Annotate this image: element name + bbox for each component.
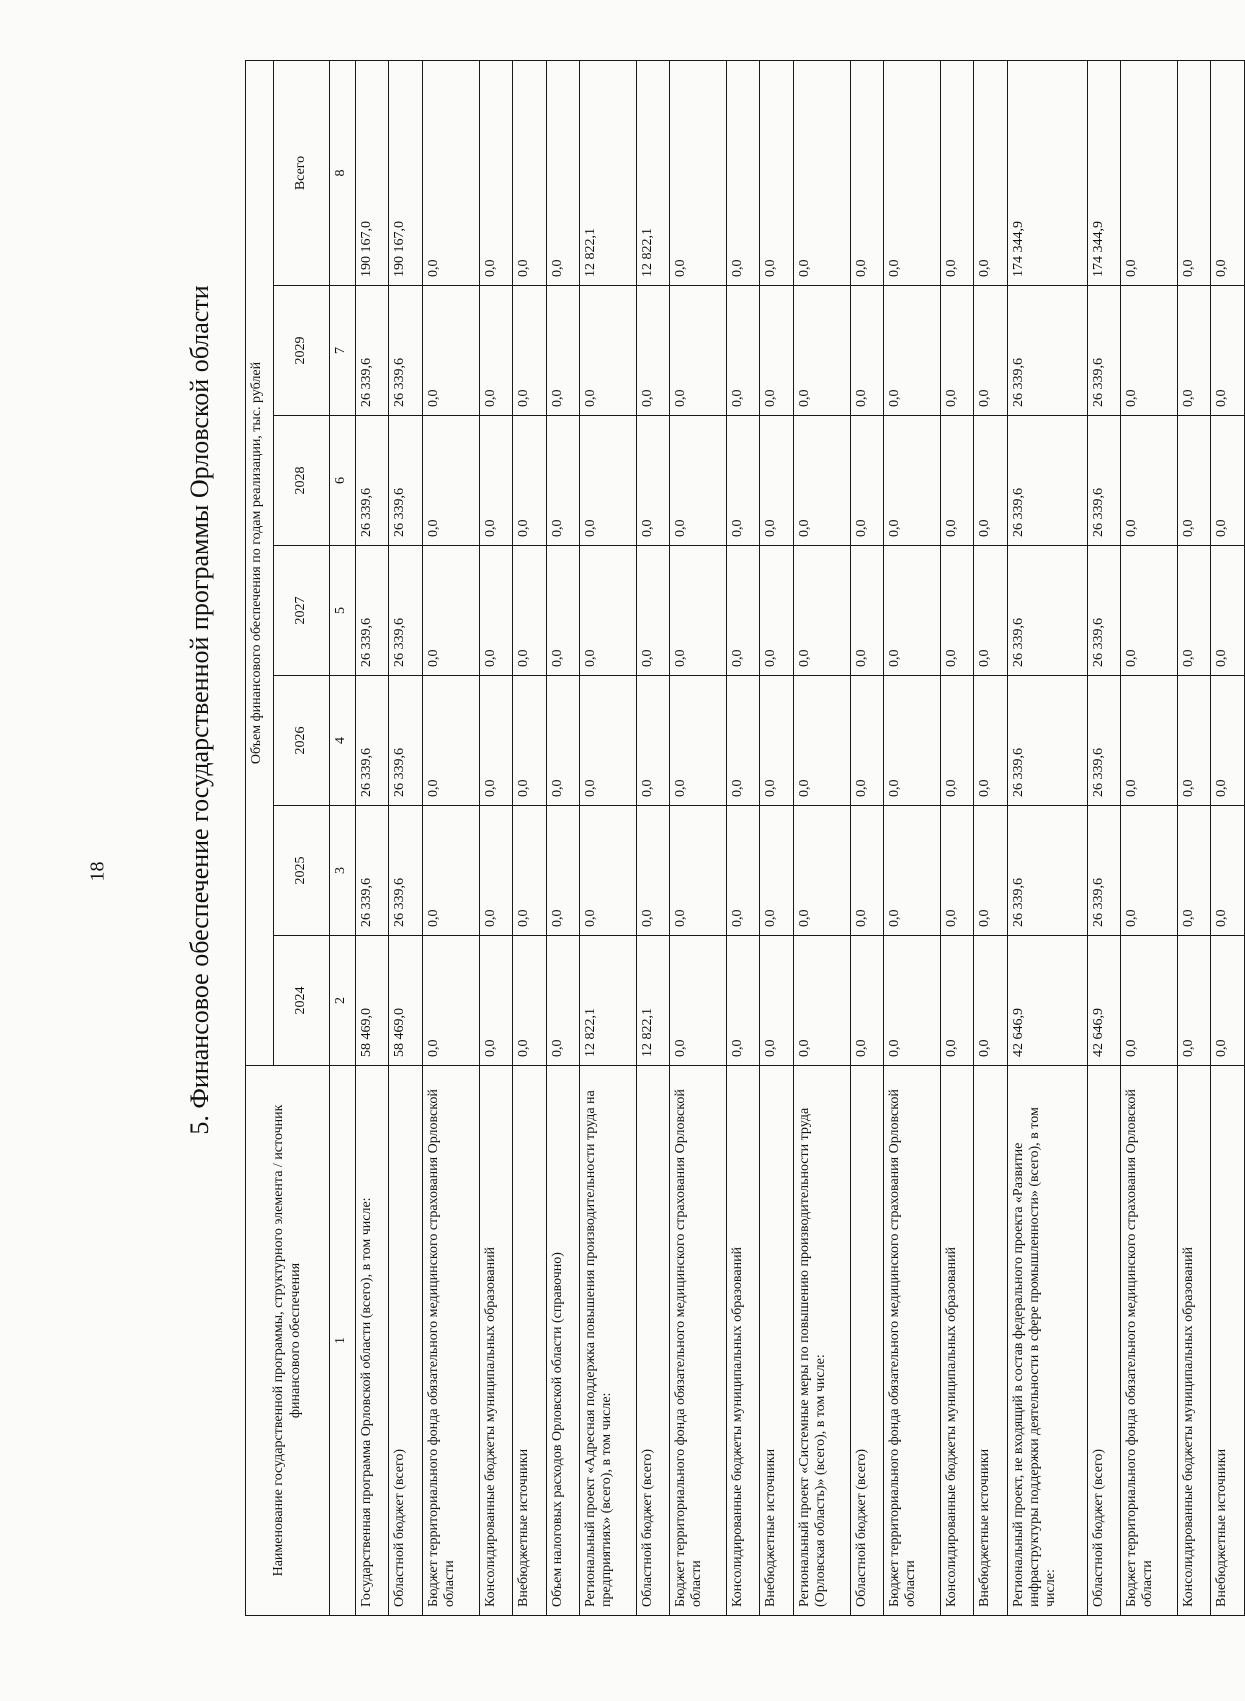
- year-value-cell: 0,0: [422, 546, 479, 676]
- total-value-cell: 0,0: [850, 60, 883, 285]
- year-value-cell: 0,0: [974, 676, 1007, 806]
- year-value-cell: 0,0: [422, 936, 479, 1066]
- year-value-cell: 0,0: [883, 286, 940, 416]
- year-value-cell: 0,0: [726, 546, 759, 676]
- table-row: [479, 60, 512, 1615]
- year-value-cell: 58 469,0: [389, 936, 422, 1066]
- year-header: 2024: [274, 936, 330, 1066]
- total-value-cell: 0,0: [670, 60, 727, 285]
- table-rotation-wrapper: [245, 61, 1245, 1616]
- year-value-cell: 0,0: [974, 936, 1007, 1066]
- row-name-cell: Консолидированные бюджеты муниципальных образований: [726, 1066, 759, 1616]
- year-value-cell: 58 469,0: [356, 936, 389, 1066]
- total-value-cell: 190 167,0: [356, 60, 389, 285]
- year-value-cell: 0,0: [1177, 806, 1210, 936]
- year-value-cell: 0,0: [636, 286, 669, 416]
- row-name-cell: Бюджет территориального фонда обязательного медицинского страхования Орловской области: [1121, 1066, 1178, 1616]
- table-row: [636, 60, 669, 1615]
- total-header: Всего: [274, 60, 330, 285]
- year-value-cell: 0,0: [850, 936, 883, 1066]
- table-row: [422, 60, 479, 1615]
- year-value-cell: 26 339,6: [389, 286, 422, 416]
- year-value-cell: 0,0: [726, 416, 759, 546]
- row-name-cell: Объем налоговых расходов Орловской области (справочно): [546, 1066, 579, 1616]
- total-value-cell: 0,0: [940, 60, 973, 285]
- year-value-cell: 0,0: [579, 416, 636, 546]
- year-value-cell: 0,0: [670, 806, 727, 936]
- year-header: 2025: [274, 806, 330, 936]
- year-value-cell: 0,0: [579, 676, 636, 806]
- total-value-cell: 0,0: [883, 60, 940, 285]
- row-name-cell: Внебюджетные источники: [974, 1066, 1007, 1616]
- table-row: [513, 60, 546, 1615]
- year-value-cell: 0,0: [513, 936, 546, 1066]
- year-value-cell: 0,0: [546, 416, 579, 546]
- table-row: [670, 60, 727, 1615]
- year-value-cell: 0,0: [793, 936, 850, 1066]
- row-name-cell: Региональный проект «Системные меры по повышению производительности труда (Орловская область)» (всего), в том числе:: [793, 1066, 850, 1616]
- year-value-cell: 0,0: [670, 676, 727, 806]
- column-number: 1: [330, 1066, 356, 1616]
- year-value-cell: 0,0: [1177, 936, 1210, 1066]
- year-value-cell: 0,0: [974, 806, 1007, 936]
- row-name-cell: Областной бюджет (всего): [1087, 1066, 1120, 1616]
- year-value-cell: 0,0: [760, 286, 793, 416]
- document-title: 5. Финансовое обеспечение государственной программы Орловской области: [185, 285, 214, 1135]
- year-value-cell: 0,0: [1211, 546, 1245, 676]
- year-value-cell: 0,0: [422, 286, 479, 416]
- year-value-cell: 26 339,6: [1007, 416, 1087, 546]
- year-value-cell: 42 646,9: [1007, 936, 1087, 1066]
- year-value-cell: 26 339,6: [356, 806, 389, 936]
- year-value-cell: 0,0: [883, 416, 940, 546]
- year-header: 2026: [274, 676, 330, 806]
- year-value-cell: 0,0: [670, 416, 727, 546]
- column-number-row: [330, 60, 356, 1615]
- table-row: [974, 60, 1007, 1615]
- year-value-cell: 0,0: [1121, 676, 1178, 806]
- row-name-cell: Бюджет территориального фонда обязательного медицинского страхования Орловской области: [670, 1066, 727, 1616]
- year-value-cell: 0,0: [940, 416, 973, 546]
- year-value-cell: 0,0: [850, 286, 883, 416]
- column-number: 2: [330, 936, 356, 1066]
- year-value-cell: 0,0: [513, 546, 546, 676]
- year-value-cell: 0,0: [1121, 936, 1178, 1066]
- year-value-cell: 0,0: [726, 806, 759, 936]
- table-row: [1087, 60, 1120, 1615]
- year-value-cell: 0,0: [760, 416, 793, 546]
- row-name-cell: Консолидированные бюджеты муниципальных образований: [940, 1066, 973, 1616]
- total-value-cell: 0,0: [793, 60, 850, 285]
- year-value-cell: 26 339,6: [1007, 286, 1087, 416]
- year-value-cell: 0,0: [1121, 806, 1178, 936]
- table-row: [579, 60, 636, 1615]
- year-value-cell: 0,0: [422, 676, 479, 806]
- table-row: [850, 60, 883, 1615]
- year-header: 2028: [274, 416, 330, 546]
- row-name-cell: Консолидированные бюджеты муниципальных образований: [1177, 1066, 1210, 1616]
- year-value-cell: 0,0: [726, 286, 759, 416]
- year-value-cell: 26 339,6: [1087, 286, 1120, 416]
- row-name-cell: Государственная программа Орловской области (всего), в том числе:: [356, 1066, 389, 1616]
- total-value-cell: 0,0: [1177, 60, 1210, 285]
- row-name-cell: Консолидированные бюджеты муниципальных образований: [479, 1066, 512, 1616]
- year-value-cell: 0,0: [1177, 286, 1210, 416]
- year-value-cell: 0,0: [479, 676, 512, 806]
- total-value-cell: 0,0: [974, 60, 1007, 285]
- year-value-cell: 0,0: [793, 546, 850, 676]
- year-value-cell: 26 339,6: [389, 546, 422, 676]
- year-value-cell: 0,0: [1211, 806, 1245, 936]
- total-value-cell: 0,0: [513, 60, 546, 285]
- year-value-cell: 0,0: [850, 806, 883, 936]
- row-name-cell: Внебюджетные источники: [1211, 1066, 1245, 1616]
- year-value-cell: 0,0: [793, 806, 850, 936]
- year-value-cell: 26 339,6: [1087, 676, 1120, 806]
- year-value-cell: 0,0: [546, 546, 579, 676]
- year-value-cell: 0,0: [546, 286, 579, 416]
- year-value-cell: 0,0: [793, 286, 850, 416]
- year-value-cell: 26 339,6: [1087, 806, 1120, 936]
- year-value-cell: 0,0: [1121, 416, 1178, 546]
- year-value-cell: 0,0: [883, 546, 940, 676]
- year-value-cell: 0,0: [670, 546, 727, 676]
- year-value-cell: 0,0: [513, 286, 546, 416]
- year-value-cell: 0,0: [479, 546, 512, 676]
- year-value-cell: 0,0: [760, 806, 793, 936]
- table-row: [760, 60, 793, 1615]
- total-value-cell: 174 344,9: [1087, 60, 1120, 285]
- year-value-cell: 0,0: [940, 936, 973, 1066]
- table-row: [883, 60, 940, 1615]
- year-value-cell: 0,0: [1211, 286, 1245, 416]
- table-row: [356, 60, 389, 1615]
- year-value-cell: 0,0: [1177, 546, 1210, 676]
- year-value-cell: 26 339,6: [356, 676, 389, 806]
- total-value-cell: 12 822,1: [579, 60, 636, 285]
- year-value-cell: 0,0: [422, 416, 479, 546]
- year-value-cell: 0,0: [974, 416, 1007, 546]
- year-value-cell: 26 339,6: [389, 806, 422, 936]
- year-value-cell: 0,0: [850, 416, 883, 546]
- year-value-cell: 0,0: [793, 416, 850, 546]
- year-value-cell: 26 339,6: [1087, 416, 1120, 546]
- year-value-cell: 26 339,6: [1007, 546, 1087, 676]
- table-row: [726, 60, 759, 1615]
- financing-table: [245, 60, 1245, 1616]
- year-value-cell: 0,0: [579, 546, 636, 676]
- table-body: [356, 60, 1245, 1615]
- total-value-cell: 0,0: [479, 60, 512, 285]
- row-name-cell: Бюджет территориального фонда обязательного медицинского страхования Орловской области: [422, 1066, 479, 1616]
- year-value-cell: 0,0: [940, 676, 973, 806]
- year-value-cell: 0,0: [1177, 416, 1210, 546]
- year-value-cell: 26 339,6: [1007, 676, 1087, 806]
- year-value-cell: 12 822,1: [579, 936, 636, 1066]
- column-number: 8: [330, 60, 356, 285]
- year-value-cell: 0,0: [1177, 676, 1210, 806]
- year-value-cell: 26 339,6: [1087, 546, 1120, 676]
- table-row: [940, 60, 973, 1615]
- financing-group-header: Объем финансового обеспечения по годам реализации, тыс. рублей: [246, 60, 274, 1065]
- column-number: 6: [330, 416, 356, 546]
- year-value-cell: 0,0: [760, 546, 793, 676]
- year-value-cell: 26 339,6: [356, 546, 389, 676]
- year-value-cell: 0,0: [579, 806, 636, 936]
- year-value-cell: 0,0: [546, 806, 579, 936]
- total-value-cell: 190 167,0: [389, 60, 422, 285]
- row-name-cell: Областной бюджет (всего): [636, 1066, 669, 1616]
- total-value-cell: 174 344,9: [1007, 60, 1087, 285]
- table-row: [546, 60, 579, 1615]
- year-value-cell: 0,0: [883, 676, 940, 806]
- total-value-cell: 0,0: [422, 60, 479, 285]
- year-value-cell: 26 339,6: [356, 286, 389, 416]
- year-value-cell: 0,0: [940, 546, 973, 676]
- column-number: 4: [330, 676, 356, 806]
- year-value-cell: 0,0: [974, 546, 1007, 676]
- year-value-cell: 0,0: [546, 936, 579, 1066]
- row-name-cell: Региональный проект «Адресная поддержка повышения производительности труда на предприятиях» (всего), в том числе:: [579, 1066, 636, 1616]
- year-value-cell: 0,0: [940, 806, 973, 936]
- year-value-cell: 0,0: [883, 806, 940, 936]
- table-row: [389, 60, 422, 1615]
- row-name-cell: Внебюджетные источники: [760, 1066, 793, 1616]
- total-value-cell: 0,0: [726, 60, 759, 285]
- year-value-cell: 0,0: [850, 546, 883, 676]
- year-value-cell: 0,0: [513, 676, 546, 806]
- year-value-cell: 0,0: [479, 286, 512, 416]
- year-value-cell: 0,0: [636, 546, 669, 676]
- row-name-cell: Областной бюджет (всего): [389, 1066, 422, 1616]
- year-value-cell: 0,0: [670, 936, 727, 1066]
- table-row: [1121, 60, 1178, 1615]
- row-name-cell: Региональный проект, не входящий в состав федерального проекта «Развитие инфраструктуры поддержки деятельности в сфере промышленности» (всего), в том числе:: [1007, 1066, 1087, 1616]
- year-value-cell: 0,0: [479, 806, 512, 936]
- year-value-cell: 0,0: [974, 286, 1007, 416]
- year-value-cell: 0,0: [579, 286, 636, 416]
- year-value-cell: 0,0: [1121, 546, 1178, 676]
- name-column-header: Наименование государственной программы, структурного элемента / источник финансового обеспечения: [246, 1066, 330, 1616]
- year-value-cell: 0,0: [670, 286, 727, 416]
- year-value-cell: 0,0: [760, 676, 793, 806]
- total-value-cell: 12 822,1: [636, 60, 669, 285]
- year-value-cell: 0,0: [726, 676, 759, 806]
- year-value-cell: 0,0: [513, 806, 546, 936]
- row-name-cell: Внебюджетные источники: [513, 1066, 546, 1616]
- year-value-cell: 0,0: [479, 936, 512, 1066]
- total-value-cell: 0,0: [1211, 60, 1245, 285]
- year-value-cell: 42 646,9: [1087, 936, 1120, 1066]
- total-value-cell: 0,0: [760, 60, 793, 285]
- table-header: [246, 60, 356, 1615]
- year-value-cell: 0,0: [546, 676, 579, 806]
- year-value-cell: 0,0: [636, 416, 669, 546]
- column-number: 5: [330, 546, 356, 676]
- total-value-cell: 0,0: [546, 60, 579, 285]
- year-value-cell: 0,0: [1211, 936, 1245, 1066]
- year-value-cell: 0,0: [793, 676, 850, 806]
- year-value-cell: 0,0: [850, 676, 883, 806]
- year-value-cell: 0,0: [726, 936, 759, 1066]
- row-name-cell: Областной бюджет (всего): [850, 1066, 883, 1616]
- year-value-cell: 0,0: [1211, 416, 1245, 546]
- year-value-cell: 0,0: [760, 936, 793, 1066]
- page-number: 18: [86, 861, 109, 882]
- table-row: [1177, 60, 1210, 1615]
- year-value-cell: 0,0: [636, 806, 669, 936]
- total-value-cell: 0,0: [1121, 60, 1178, 285]
- year-value-cell: 0,0: [940, 286, 973, 416]
- year-value-cell: 0,0: [479, 416, 512, 546]
- row-name-cell: Бюджет территориального фонда обязательного медицинского страхования Орловской области: [883, 1066, 940, 1616]
- year-value-cell: 0,0: [883, 936, 940, 1066]
- year-value-cell: 26 339,6: [1007, 806, 1087, 936]
- year-value-cell: 0,0: [513, 416, 546, 546]
- column-number: 7: [330, 286, 356, 416]
- year-header: 2029: [274, 286, 330, 416]
- header-row-group: [246, 60, 274, 1615]
- year-header: 2027: [274, 546, 330, 676]
- year-value-cell: 0,0: [1211, 676, 1245, 806]
- year-value-cell: 26 339,6: [389, 676, 422, 806]
- year-value-cell: 0,0: [422, 806, 479, 936]
- table-row: [1007, 60, 1087, 1615]
- year-value-cell: 0,0: [636, 676, 669, 806]
- year-value-cell: 12 822,1: [636, 936, 669, 1066]
- table-row: [793, 60, 850, 1615]
- column-number: 3: [330, 806, 356, 936]
- year-value-cell: 26 339,6: [389, 416, 422, 546]
- year-value-cell: 26 339,6: [356, 416, 389, 546]
- table-row: [1211, 60, 1245, 1615]
- year-value-cell: 0,0: [1121, 286, 1178, 416]
